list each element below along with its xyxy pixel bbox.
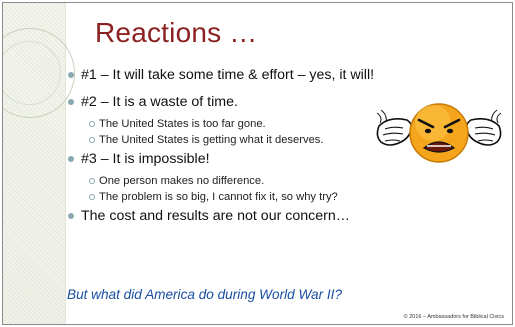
question-text: But what did America do during World War II? xyxy=(67,287,343,302)
sub-bullet-3-1: One person makes no difference. xyxy=(67,174,507,188)
sub-bullet-2-1: The United States is too far gone. xyxy=(67,117,507,131)
bullet-4: The cost and results are not our concern… xyxy=(67,207,507,225)
sub-bullet-2-2: The United States is getting what it deserves. xyxy=(67,133,507,147)
slide xyxy=(2,2,513,325)
angry-face-covering-ears-icon xyxy=(369,93,509,169)
copyright-credit: © 2016 – Ambassadors for Biblical Civics xyxy=(403,314,504,320)
bullet-1: #1 – It will take some time & effort – yes, it will! xyxy=(67,66,507,84)
sub-bullet-3-2: The problem is so big, I cannot fix it, so why try? xyxy=(67,190,507,204)
slide-title: Reactions … xyxy=(95,17,258,48)
bullet-3: #3 – It is impossible! xyxy=(67,150,507,168)
bullet-2: #2 – It is a waste of time. xyxy=(67,93,507,111)
